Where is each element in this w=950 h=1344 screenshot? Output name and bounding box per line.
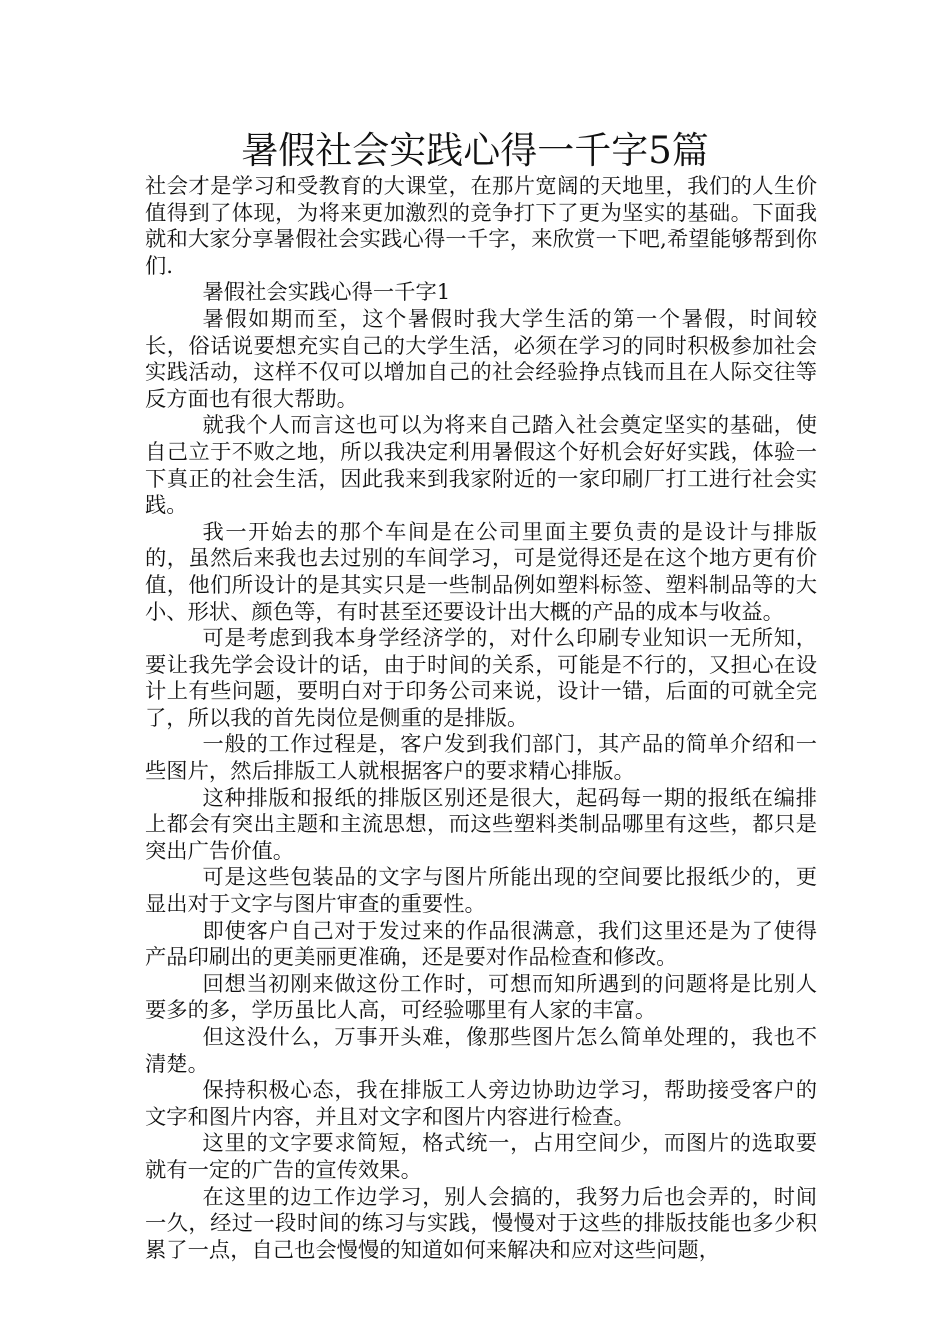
- body-paragraph: 在这里的边工作边学习，别人会搞的，我努力后也会弄的，时间一久，经过一段时间的练习与实践，慢慢对于这些的排版技能也多少积累了一点，自己也会慢慢的知道如何来解决和应对这些问题，: [145, 1184, 817, 1263]
- body-paragraph: 我一开始去的那个车间是在公司里面主要负责的是设计与排版的，虽然后来我也去过别的车间学习，可是觉得还是在这个地方更有价值，他们所设计的是其实只是一些制品例如塑料标签、塑料制品等的大小、形状、颜色等，有时甚至还要设计出大概的产品的成本与收益。: [145, 519, 817, 625]
- document-title: 暑假社会实践心得一千字5篇: [241, 129, 709, 172]
- body-paragraph: 一般的工作过程是，客户发到我们部门，其产品的简单介绍和一些图片，然后排版工人就根据客户的要求精心排版。: [145, 732, 817, 785]
- body-paragraph: 回想当初刚来做这份工作时，可想而知所遇到的问题将是比别人要多的多，学历虽比人高，可经验哪里有人家的丰富。: [145, 971, 817, 1024]
- document-body: [145, 174, 817, 1264]
- body-paragraph: 这里的文字要求简短，格式统一，占用空间少，而图片的选取要就有一定的广告的宣传效果。: [145, 1131, 817, 1183]
- body-paragraph: 暑假如期而至，这个暑假时我大学生活的第一个暑假，时间较长，俗话说要想充实自己的大学生活，必须在学习的同时积极参加社会实践活动，这样不仅可以增加自己的社会经验挣点钱而且在人际交往等反方面也有很大帮助。: [145, 306, 817, 412]
- body-paragraph: 就我个人而言这也可以为将来自己踏入社会奠定坚实的基础，使自己立于不败之地，所以我决定利用暑假这个好机会好好实践，体验一下真正的社会生活，因此我来到我家附近的一家印刷厂打工进行社会实践。: [145, 413, 817, 519]
- body-paragraph: 可是这些包装品的文字与图片所能出现的空间要比报纸少的，更显出对于文字与图片审查的重要性。: [145, 865, 817, 918]
- section-heading: 暑假社会实践心得一千字1: [202, 280, 451, 306]
- body-paragraph: 可是考虑到我本身学经济学的，对什么印刷专业知识一无所知，要让我先学会设计的话，由于时间的关系，可能是不行的，又担心在设计上有些问题，要明白对于印务公司来说，设计一错，后面的可就全完了，所以我的首先岗位是侧重的是排版。: [145, 626, 817, 731]
- body-paragraph: 但这没什么，万事开头难，像那些图片怎么简单处理的，我也不清楚。: [145, 1025, 817, 1077]
- body-paragraph: 保持积极心态，我在排版工人旁边协助边学习，帮助接受客户的文字和图片内容，并且对文字和图片内容进行检查。: [145, 1078, 817, 1130]
- body-paragraph: 这种排版和报纸的排版区别还是很大，起码每一期的报纸在编排上都会有突出主题和主流思想，而这些塑料类制品哪里有这些，都只是突出广告价值。: [145, 785, 817, 864]
- intro-paragraph: 社会才是学习和受教育的大课堂，在那片宽阔的天地里，我们的人生价值得到了体现，为将来更加激烈的竞争打下了更为坚实的基础。下面我就和大家分享暑假社会实践心得一千字，来欣赏一下吧,希望能够帮到你们.: [145, 174, 817, 279]
- body-paragraph: 即使客户自己对于发过来的作品很满意，我们这里还是为了使得产品印刷出的更美丽更准确，还是要对作品检查和修改。: [145, 918, 817, 971]
